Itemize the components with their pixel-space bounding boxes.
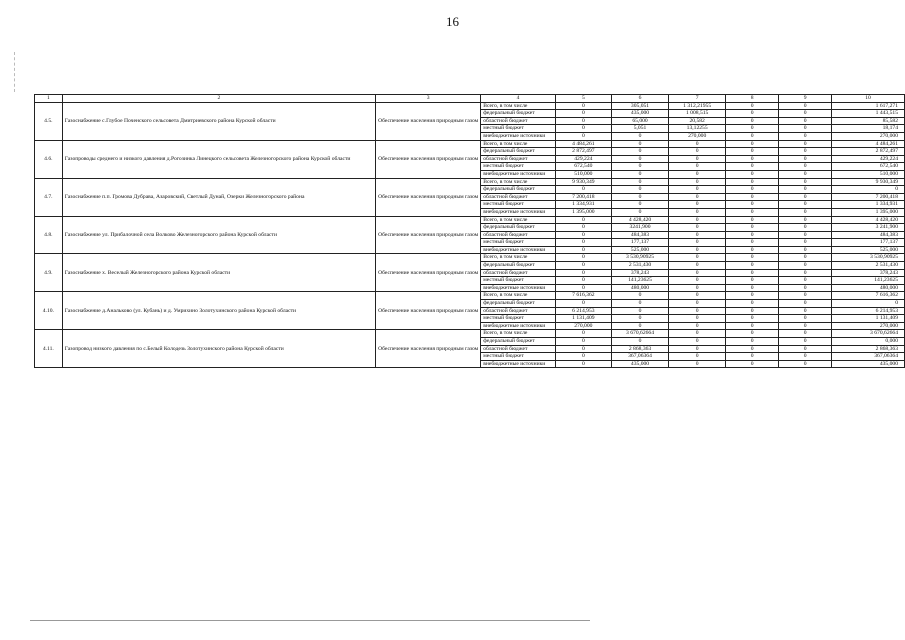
amount-cell: 1 131,409 — [555, 315, 611, 323]
table-row — [35, 140, 905, 148]
amount-cell: 0 — [669, 193, 726, 201]
amount-cell: 0 — [669, 224, 726, 232]
amount-cell: 0 — [555, 345, 611, 353]
amount-cell: 2 868,363 — [611, 345, 668, 353]
item-number: 4.5. — [35, 102, 63, 140]
amount-cell: 0 — [555, 231, 611, 239]
amount-cell: 0 — [726, 110, 779, 118]
amount-cell: 0 — [669, 292, 726, 300]
amount-cell: 0 — [779, 110, 832, 118]
amount-cell: 0 — [669, 322, 726, 330]
funding-source: местный бюджет — [481, 163, 556, 171]
amount-cell: 0 — [555, 300, 611, 308]
total-cell: 0,000 — [832, 338, 905, 346]
amount-cell: 0 — [611, 292, 668, 300]
amount-cell: 20,582 — [669, 117, 726, 125]
funding-source: местный бюджет — [481, 277, 556, 285]
funding-source: Всего, в том числе — [481, 216, 556, 224]
amount-cell: 6 214,953 — [555, 307, 611, 315]
total-cell: 1 395,000 — [832, 208, 905, 216]
amount-cell: 0 — [779, 170, 832, 178]
amount-cell: 0 — [779, 216, 832, 224]
amount-cell: 0 — [779, 307, 832, 315]
total-cell: 367,06364 — [832, 353, 905, 361]
amount-cell: 270,000 — [669, 132, 726, 140]
amount-cell: 0 — [779, 102, 832, 110]
amount-cell: 0 — [669, 163, 726, 171]
total-cell: 9 930,349 — [832, 178, 905, 186]
total-cell: 177,137 — [832, 239, 905, 247]
amount-cell: 0 — [611, 208, 668, 216]
amount-cell: 0 — [779, 269, 832, 277]
amount-cell: 0 — [555, 277, 611, 285]
amount-cell: 0 — [669, 231, 726, 239]
amount-cell: 0 — [726, 102, 779, 110]
amount-cell: 0 — [669, 338, 726, 346]
total-cell: 435,000 — [832, 360, 905, 368]
amount-cell: 435,000 — [611, 360, 668, 368]
total-cell: 525,000 — [832, 246, 905, 254]
amount-cell: 0 — [779, 353, 832, 361]
header-cell: 1 — [35, 95, 63, 103]
funding-source: внебюджетные источники — [481, 246, 556, 254]
amount-cell: 0 — [611, 315, 668, 323]
funding-source: внебюджетные источники — [481, 360, 556, 368]
amount-cell: 0 — [669, 170, 726, 178]
funding-source: Всего, в том числе — [481, 140, 556, 148]
purpose: Обеспечение населения природным газом — [376, 216, 481, 254]
total-cell: 4 484,261 — [832, 140, 905, 148]
amount-cell: 0 — [726, 254, 779, 262]
object-name: Газоснабжение п.п. Громова Дубрава, Азаровский, Светлый Дунай, Озерки Железногорского района — [62, 178, 375, 216]
amount-cell: 0 — [779, 155, 832, 163]
amount-cell: 0 — [779, 178, 832, 186]
amount-cell: 0 — [555, 239, 611, 247]
funding-source: федеральный бюджет — [481, 186, 556, 194]
amount-cell: 0 — [726, 338, 779, 346]
amount-cell: 0 — [555, 216, 611, 224]
funding-source: Всего, в том числе — [481, 102, 556, 110]
amount-cell: 0 — [779, 224, 832, 232]
amount-cell: 0 — [726, 132, 779, 140]
amount-cell: 0 — [611, 201, 668, 209]
amount-cell: 0 — [779, 322, 832, 330]
purpose: Обеспечение населения природным газом — [376, 178, 481, 216]
amount-cell: 0 — [779, 140, 832, 148]
total-cell: 480,000 — [832, 284, 905, 292]
funding-source: областной бюджет — [481, 155, 556, 163]
amount-cell: 0 — [779, 186, 832, 194]
total-cell: 7 616,362 — [832, 292, 905, 300]
funding-source: федеральный бюджет — [481, 338, 556, 346]
funding-source: внебюджетные источники — [481, 132, 556, 140]
margin-line — [14, 52, 16, 92]
amount-cell: 672,540 — [555, 163, 611, 171]
amount-cell: 0 — [726, 224, 779, 232]
amount-cell: 0 — [555, 117, 611, 125]
funding-source: Всего, в том числе — [481, 254, 556, 262]
amount-cell: 0 — [726, 148, 779, 156]
amount-cell: 0 — [779, 163, 832, 171]
page-number: 16 — [446, 14, 459, 29]
amount-cell: 1 334,931 — [555, 201, 611, 209]
amount-cell: 0 — [611, 193, 668, 201]
item-number: 4.9. — [35, 254, 63, 292]
total-cell: 18,174 — [832, 125, 905, 133]
amount-cell: 378,243 — [611, 269, 668, 277]
amount-cell: 0 — [779, 231, 832, 239]
amount-cell: 0 — [726, 330, 779, 338]
amount-cell: 0 — [726, 201, 779, 209]
amount-cell: 0 — [726, 262, 779, 270]
funding-source: областной бюджет — [481, 193, 556, 201]
amount-cell: 4 428,420 — [611, 216, 668, 224]
total-cell: 1 131,409 — [832, 315, 905, 323]
amount-cell: 480,000 — [611, 284, 668, 292]
total-cell: 1 443,515 — [832, 110, 905, 118]
amount-cell: 0 — [726, 193, 779, 201]
object-name: Газоснабжение х. Веселый Железногорского района Курской области — [62, 254, 375, 292]
item-number: 4.10. — [35, 292, 63, 330]
amount-cell: 0 — [611, 140, 668, 148]
total-cell: 3 241,900 — [832, 224, 905, 232]
amount-cell: 0 — [555, 284, 611, 292]
funding-source: Всего, в том числе — [481, 178, 556, 186]
total-cell: 3 670,62664 — [832, 330, 905, 338]
amount-cell: 3 670,62664 — [611, 330, 668, 338]
amount-cell: 0 — [726, 269, 779, 277]
amount-cell: 141,23625 — [611, 277, 668, 285]
amount-cell: 0 — [555, 360, 611, 368]
funding-source: областной бюджет — [481, 231, 556, 239]
amount-cell: 435,000 — [611, 110, 668, 118]
amount-cell: 4 484,261 — [555, 140, 611, 148]
header-cell: 5 — [555, 95, 611, 103]
amount-cell: 0 — [555, 330, 611, 338]
amount-cell: 1 312,21955 — [669, 102, 726, 110]
amount-cell: 0 — [726, 307, 779, 315]
amount-cell: 0 — [779, 132, 832, 140]
amount-cell: 0 — [669, 186, 726, 194]
total-cell: 378,243 — [832, 269, 905, 277]
amount-cell: 0 — [779, 338, 832, 346]
total-cell: 1 334,931 — [832, 201, 905, 209]
funding-source: областной бюджет — [481, 345, 556, 353]
amount-cell: 0 — [611, 148, 668, 156]
amount-cell: 0 — [611, 300, 668, 308]
item-number: 4.6. — [35, 140, 63, 178]
amount-cell: 0 — [669, 345, 726, 353]
amount-cell: 0 — [779, 292, 832, 300]
amount-cell: 0 — [779, 300, 832, 308]
amount-cell: 0 — [555, 353, 611, 361]
amount-cell: 0 — [726, 353, 779, 361]
table-row — [35, 216, 905, 224]
amount-cell: 0 — [555, 132, 611, 140]
amount-cell: 0 — [669, 330, 726, 338]
header-cell: 4 — [481, 95, 556, 103]
amount-cell: 3241,900 — [611, 224, 668, 232]
amount-cell: 0 — [555, 102, 611, 110]
amount-cell: 0 — [555, 338, 611, 346]
amount-cell: 0 — [726, 292, 779, 300]
amount-cell: 0 — [779, 201, 832, 209]
amount-cell: 0 — [669, 246, 726, 254]
funding-source: внебюджетные источники — [481, 322, 556, 330]
amount-cell: 0 — [726, 178, 779, 186]
funding-source: внебюджетные источники — [481, 208, 556, 216]
funding-table — [34, 94, 905, 368]
amount-cell: 0 — [611, 322, 668, 330]
amount-cell: 0 — [669, 155, 726, 163]
amount-cell: 0 — [611, 170, 668, 178]
purpose: Обеспечение населения природным газом — [376, 292, 481, 330]
amount-cell: 0 — [779, 208, 832, 216]
amount-cell: 0 — [779, 315, 832, 323]
amount-cell: 0 — [726, 163, 779, 171]
funding-source: областной бюджет — [481, 269, 556, 277]
purpose: Обеспечение населения природным газом — [376, 330, 481, 368]
amount-cell: 0 — [779, 239, 832, 247]
amount-cell: 0 — [779, 193, 832, 201]
header-cell: 3 — [376, 95, 481, 103]
total-cell: 510,000 — [832, 170, 905, 178]
amount-cell: 0 — [726, 345, 779, 353]
total-cell: 85,582 — [832, 117, 905, 125]
amount-cell: 0 — [779, 254, 832, 262]
purpose: Обеспечение населения природным газом — [376, 102, 481, 140]
table-row — [35, 254, 905, 262]
table-row — [35, 102, 905, 110]
amount-cell: 367,06364 — [611, 353, 668, 361]
amount-cell: 0 — [669, 315, 726, 323]
funding-source: внебюджетные источники — [481, 284, 556, 292]
amount-cell: 0 — [611, 155, 668, 163]
funding-source: местный бюджет — [481, 201, 556, 209]
object-name: Газоснабжение с.Глубое Поченского сельсовета Дмитриевского района Курской области — [62, 102, 375, 140]
purpose: Обеспечение населения природным газом — [376, 140, 481, 178]
funding-source: внебюджетные источники — [481, 170, 556, 178]
item-number: 4.8. — [35, 216, 63, 254]
header-cell: 2 — [62, 95, 375, 103]
amount-cell: 2 872,497 — [555, 148, 611, 156]
total-cell: 4 428,420 — [832, 216, 905, 224]
object-name: Газопроводы среднего и низкого давления д.Рогозинка Линецкого сельсовета Железногорского района Курской области — [62, 140, 375, 178]
header-cell: 9 — [779, 95, 832, 103]
total-cell: 2 872,497 — [832, 148, 905, 156]
item-number: 4.11. — [35, 330, 63, 368]
table-body — [35, 95, 905, 368]
funding-source: местный бюджет — [481, 315, 556, 323]
amount-cell: 0 — [669, 300, 726, 308]
amount-cell: 65,000 — [611, 117, 668, 125]
amount-cell: 9 930,349 — [555, 178, 611, 186]
amount-cell: 0 — [669, 208, 726, 216]
amount-cell: 0 — [779, 330, 832, 338]
amount-cell: 0 — [726, 300, 779, 308]
amount-cell: 0 — [726, 186, 779, 194]
amount-cell: 0 — [726, 277, 779, 285]
amount-cell: 0 — [726, 231, 779, 239]
funding-source: местный бюджет — [481, 239, 556, 247]
amount-cell: 0 — [611, 178, 668, 186]
amount-cell: 0 — [555, 186, 611, 194]
funding-source: областной бюджет — [481, 307, 556, 315]
amount-cell: 0 — [555, 254, 611, 262]
amount-cell: 7 616,362 — [555, 292, 611, 300]
amount-cell: 0 — [779, 284, 832, 292]
amount-cell: 0 — [669, 353, 726, 361]
amount-cell: 0 — [555, 224, 611, 232]
total-cell: 484,383 — [832, 231, 905, 239]
total-cell: 2 531,430 — [832, 262, 905, 270]
funding-source: областной бюджет — [481, 117, 556, 125]
total-cell: 270,000 — [832, 132, 905, 140]
amount-cell: 7 200,418 — [555, 193, 611, 201]
header-row — [35, 95, 905, 103]
amount-cell: 0 — [726, 315, 779, 323]
table-row — [35, 178, 905, 186]
amount-cell: 0 — [669, 262, 726, 270]
header-cell: 8 — [726, 95, 779, 103]
amount-cell: 0 — [669, 307, 726, 315]
funding-source: местный бюджет — [481, 125, 556, 133]
amount-cell: 0 — [669, 269, 726, 277]
amount-cell: 0 — [669, 284, 726, 292]
total-cell: 0 — [832, 186, 905, 194]
total-cell: 270,000 — [832, 322, 905, 330]
total-cell: 429,224 — [832, 155, 905, 163]
amount-cell: 0 — [611, 186, 668, 194]
total-cell: 6 214,953 — [832, 307, 905, 315]
total-cell: 0 — [832, 300, 905, 308]
amount-cell: 0 — [726, 239, 779, 247]
amount-cell: 305,051 — [611, 102, 668, 110]
amount-cell: 0 — [669, 277, 726, 285]
funding-source: местный бюджет — [481, 353, 556, 361]
object-name: Газоснабжение д.Анальково (ул. Кубань) и д. Умрихино Золотухинского района Курской области — [62, 292, 375, 330]
amount-cell: 0 — [555, 125, 611, 133]
amount-cell: 13,12255 — [669, 125, 726, 133]
amount-cell: 0 — [611, 307, 668, 315]
amount-cell: 0 — [779, 262, 832, 270]
amount-cell: 429,224 — [555, 155, 611, 163]
table-row — [35, 330, 905, 338]
header-cell: 10 — [832, 95, 905, 103]
amount-cell: 525,000 — [611, 246, 668, 254]
funding-source: Всего, в том числе — [481, 330, 556, 338]
amount-cell: 510,000 — [555, 170, 611, 178]
amount-cell: 0 — [555, 269, 611, 277]
object-name: Газоснабжение ул. Прибалочной села Волково Железногорского района Курской области — [62, 216, 375, 254]
amount-cell: 1 008,515 — [669, 110, 726, 118]
header-cell: 6 — [611, 95, 668, 103]
total-cell: 1 617,271 — [832, 102, 905, 110]
amount-cell: 0 — [726, 155, 779, 163]
amount-cell: 0 — [779, 345, 832, 353]
amount-cell: 177,137 — [611, 239, 668, 247]
amount-cell: 0 — [669, 216, 726, 224]
funding-source: Всего, в том числе — [481, 292, 556, 300]
table-row — [35, 292, 905, 300]
amount-cell: 0 — [611, 132, 668, 140]
funding-source: федеральный бюджет — [481, 300, 556, 308]
amount-cell: 3 530,90925 — [611, 254, 668, 262]
amount-cell: 5,051 — [611, 125, 668, 133]
amount-cell: 0 — [779, 125, 832, 133]
amount-cell: 0 — [726, 284, 779, 292]
amount-cell: 0 — [555, 110, 611, 118]
total-cell: 672,540 — [832, 163, 905, 171]
amount-cell: 0 — [726, 140, 779, 148]
amount-cell: 0 — [669, 360, 726, 368]
amount-cell: 0 — [779, 360, 832, 368]
funding-source: федеральный бюджет — [481, 148, 556, 156]
amount-cell: 1 395,000 — [555, 208, 611, 216]
amount-cell: 0 — [779, 148, 832, 156]
amount-cell: 0 — [669, 239, 726, 247]
amount-cell: 0 — [611, 338, 668, 346]
total-cell: 7 200,418 — [832, 193, 905, 201]
amount-cell: 0 — [779, 117, 832, 125]
amount-cell: 0 — [726, 246, 779, 254]
amount-cell: 0 — [611, 163, 668, 171]
funding-source: федеральный бюджет — [481, 110, 556, 118]
amount-cell: 0 — [669, 140, 726, 148]
amount-cell: 0 — [669, 254, 726, 262]
total-cell: 141,23625 — [832, 277, 905, 285]
amount-cell: 0 — [669, 178, 726, 186]
amount-cell: 484,383 — [611, 231, 668, 239]
total-cell: 3 530,90925 — [832, 254, 905, 262]
scan-artifact-line — [30, 620, 590, 621]
amount-cell: 0 — [779, 246, 832, 254]
amount-cell: 0 — [555, 246, 611, 254]
amount-cell: 0 — [555, 262, 611, 270]
amount-cell: 0 — [726, 170, 779, 178]
amount-cell: 0 — [726, 360, 779, 368]
header-cell: 7 — [669, 95, 726, 103]
object-name: Газопровод низкого давления по с.Белый Колодезь Золотухинского района Курской области — [62, 330, 375, 368]
amount-cell: 0 — [726, 117, 779, 125]
item-number: 4.7. — [35, 178, 63, 216]
amount-cell: 0 — [779, 277, 832, 285]
amount-cell: 0 — [726, 125, 779, 133]
amount-cell: 270,000 — [555, 322, 611, 330]
amount-cell: 0 — [726, 216, 779, 224]
total-cell: 2 868,363 — [832, 345, 905, 353]
funding-source: федеральный бюджет — [481, 224, 556, 232]
funding-source: федеральный бюджет — [481, 262, 556, 270]
amount-cell: 0 — [726, 322, 779, 330]
amount-cell: 0 — [669, 201, 726, 209]
amount-cell: 2 531,430 — [611, 262, 668, 270]
amount-cell: 0 — [669, 148, 726, 156]
purpose: Обеспечение населения природным газом — [376, 254, 481, 292]
amount-cell: 0 — [726, 208, 779, 216]
